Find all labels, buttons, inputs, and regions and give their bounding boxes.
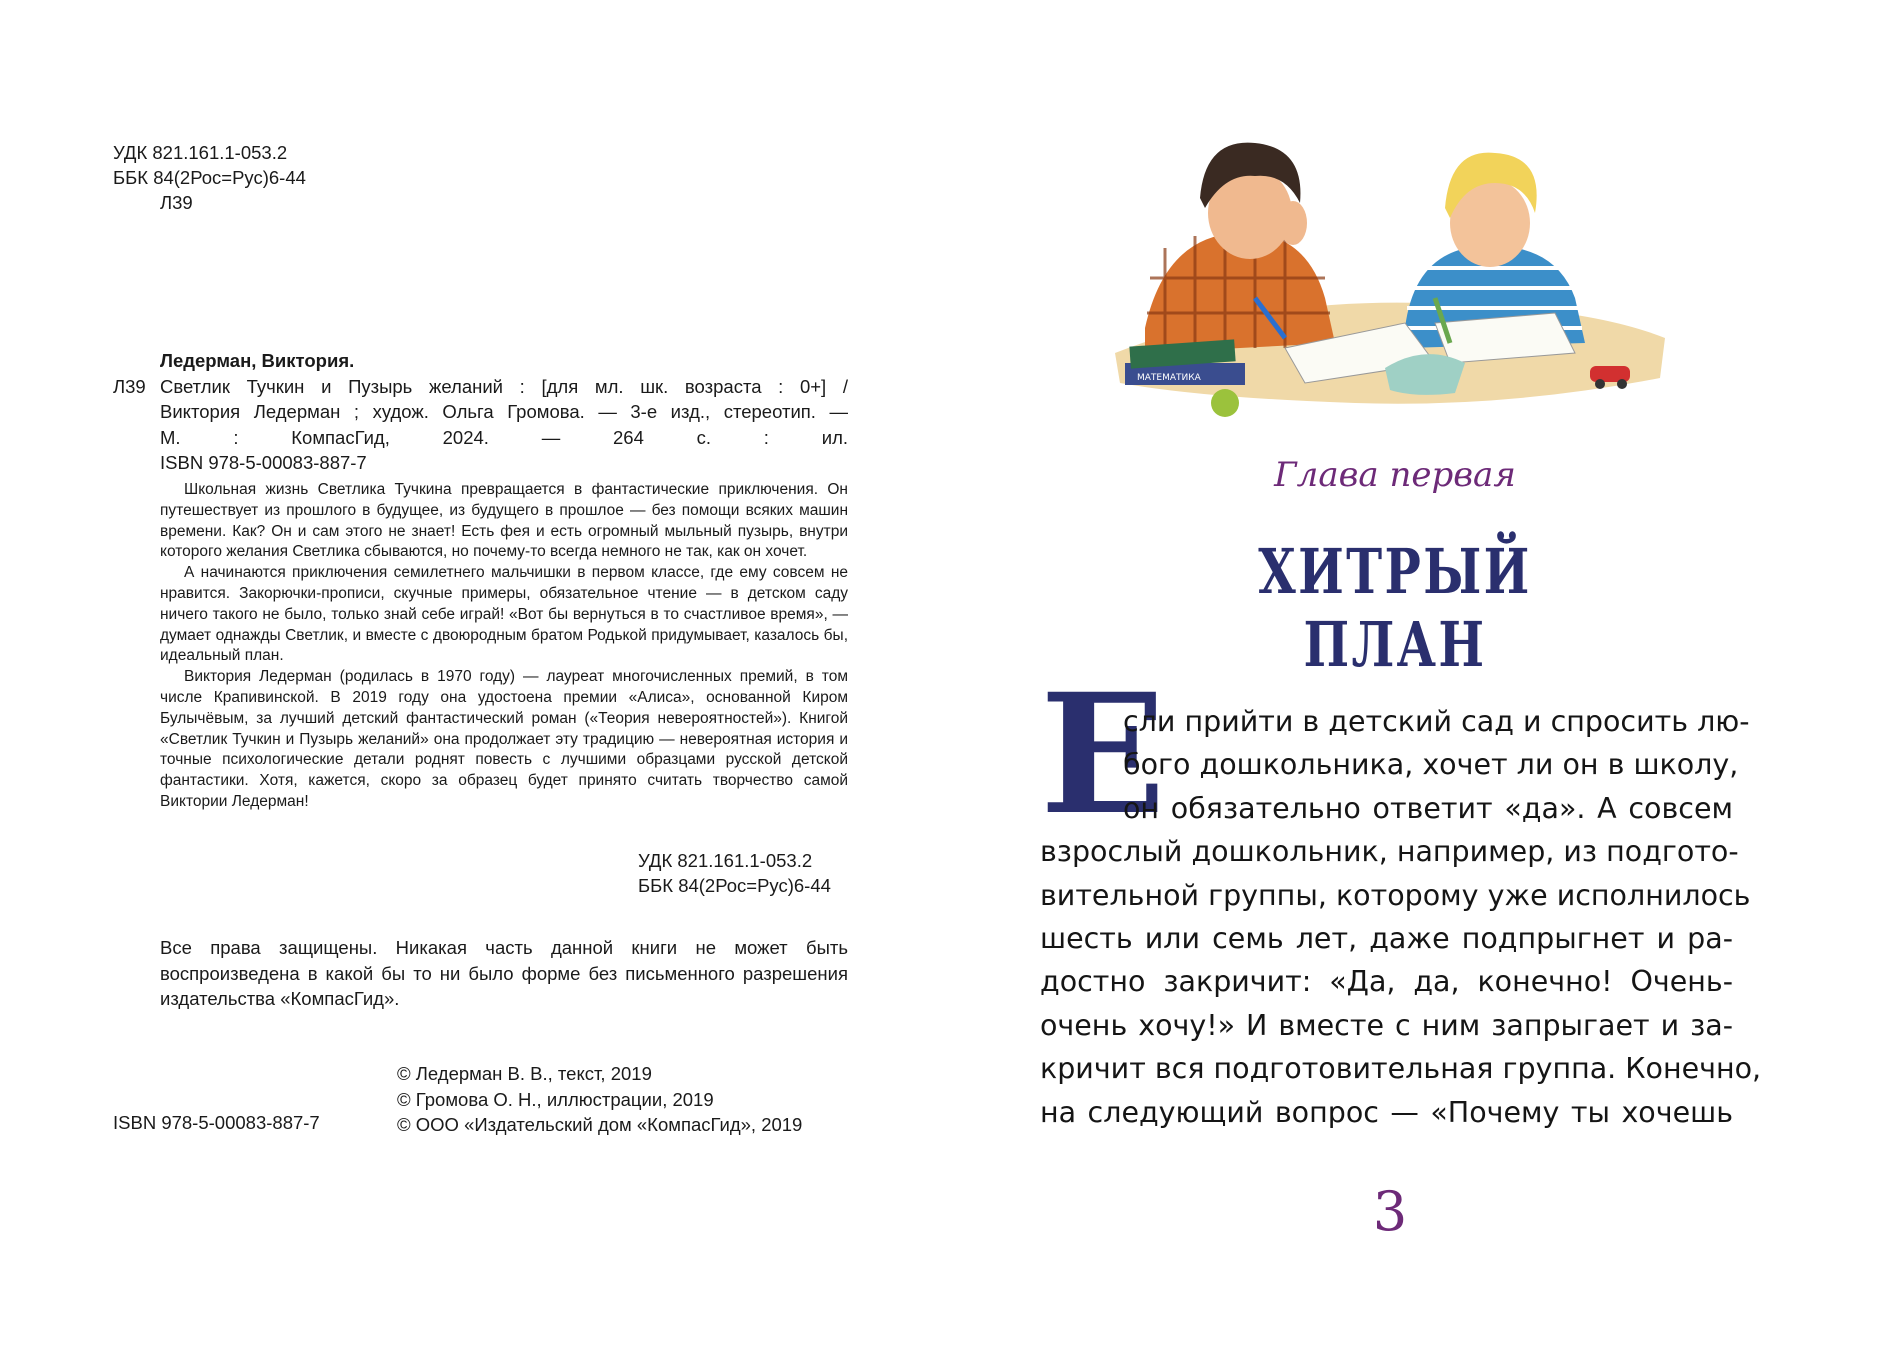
udk-code: УДК 821.161.1-053.2 xyxy=(113,142,288,163)
isbn-record: ISBN 978-5-00083-887-7 xyxy=(160,452,367,473)
body-line: сли прийти в детский сад и спросить лю- xyxy=(1123,705,1750,738)
copyright-line: © Ледерман В. В., текст, 2019 xyxy=(397,1063,652,1084)
body-line: на следующий вопрос — «Почему ты хочешь xyxy=(1040,1095,1733,1129)
body-line: шесть или семь лет, даже подпрыгнет и ра- xyxy=(1040,921,1733,955)
classification-codes xyxy=(113,140,306,215)
annotation-paragraph: А начинаются приключения семилетнего мальчишки в первом классе, где ему совсем не нравится. Закорючки-прописи, скучные примеры, обязательное чтение — в детском саду ничего такого не было, только знай себе играй! «Вот бы вернуться в то счастливое время», — думает однажды Светлик, и вместе с двоюродным братом Родькой придумывает, казалось бы, идеальный план. xyxy=(160,564,848,665)
annotation-paragraph: Виктория Ледерман (родилась в 1970 году) — лауреат многочисленных премий, в том числе Крапивинской. В 2019 году она удостоена премии «Алиса», основанной Киром Булычёвым, за лучший детский фантастический роман («Теория невероятностей»). Книгой «Светлик Тучкин и Пузырь желаний» она продолжает эту традицию — невероятная история и точные психологические детали роднят повесть с лучшими образцами русской детской фантастики. Хотя, кажется, скоро за образец будет принято считать творчество самой Виктории Ледерман! xyxy=(160,668,848,810)
bbk-code: ББК 84(2Рос=Рус)6-44 xyxy=(638,875,831,896)
author-mark-inline: Л39 xyxy=(113,375,146,397)
biblio-line-2: Виктория Ледерман ; худож. Ольга Громова. — 3-е изд., стереотип. — xyxy=(160,401,848,422)
body-line: он обязательно ответит «да». А совсем xyxy=(1123,791,1733,825)
annotation xyxy=(160,480,848,813)
chapter-illustration xyxy=(1105,128,1675,438)
copyright-block xyxy=(397,1061,802,1138)
bbk-code: ББК 84(2Рос=Рус)6-44 xyxy=(113,167,306,188)
body-line: взрослый дошкольник, например, из подгото- xyxy=(1040,835,1739,869)
chapter-body xyxy=(1040,700,1762,1134)
page-number: 3 xyxy=(1372,1180,1408,1243)
body-line: кричит вся подготовительная группа. Конечно, xyxy=(1040,1052,1762,1086)
isbn-bottom: ISBN 978-5-00083-887-7 xyxy=(113,1112,320,1133)
boys-doing-homework-illustration xyxy=(1105,128,1675,438)
body-line: достно закричит: «Да, да, конечно! Очень- xyxy=(1040,965,1733,999)
author-heading: Ледерман, Виктория. xyxy=(160,350,355,371)
body-line: очень хочу!» И вместе с ним запрыгает и за- xyxy=(1040,1008,1733,1042)
bibliographic-record xyxy=(113,348,848,476)
biblio-line-3: М. : КомпасГид, 2024. — 264 с. : ил. xyxy=(160,426,848,448)
author-mark: Л39 xyxy=(160,192,193,213)
biblio-line-1: Светлик Тучкин и Пузырь желаний : [для мл. шк. возраста : 0+] / xyxy=(160,375,848,397)
annotation-paragraph: Школьная жизнь Светлика Тучкина превращается в фантастические приключения. Он путешествует из прошлого в будущее, из будущего в прошлое — без помощи всяких машин времени. Как? Он и сам этого не знает! Есть фея и есть огромный мыльный пузырь, внутри которого желания Светлика сбываются, но почему-то всегда немного не так, как он хочет. xyxy=(160,481,848,561)
rights-notice: Все права защищены. Никакая часть данной книги не может быть воспроизведена в какой бы то ни было форме без письменного разрешения издательства «КомпасГид». xyxy=(160,937,848,1009)
book-label: МАТЕМАТИКА xyxy=(1137,373,1201,383)
body-line: вительной группы, которому уже исполнилось xyxy=(1040,878,1751,912)
copyright-line: © Громова О. Н., иллюстрации, 2019 xyxy=(397,1088,714,1110)
chapter-title: ХИТРЫЙ ПЛАН xyxy=(1258,535,1532,681)
udk-code: УДК 821.161.1-053.2 xyxy=(638,850,813,871)
copyright-line: © ООО «Издательский дом «КомпасГид», 2019 xyxy=(397,1114,803,1135)
body-line: бого дошкольника, хочет ли он в школу, xyxy=(1123,748,1739,782)
classification-codes-bottom xyxy=(638,848,831,898)
chapter-label: Глава первая xyxy=(1274,455,1516,495)
drop-cap: Е xyxy=(1040,657,1166,851)
